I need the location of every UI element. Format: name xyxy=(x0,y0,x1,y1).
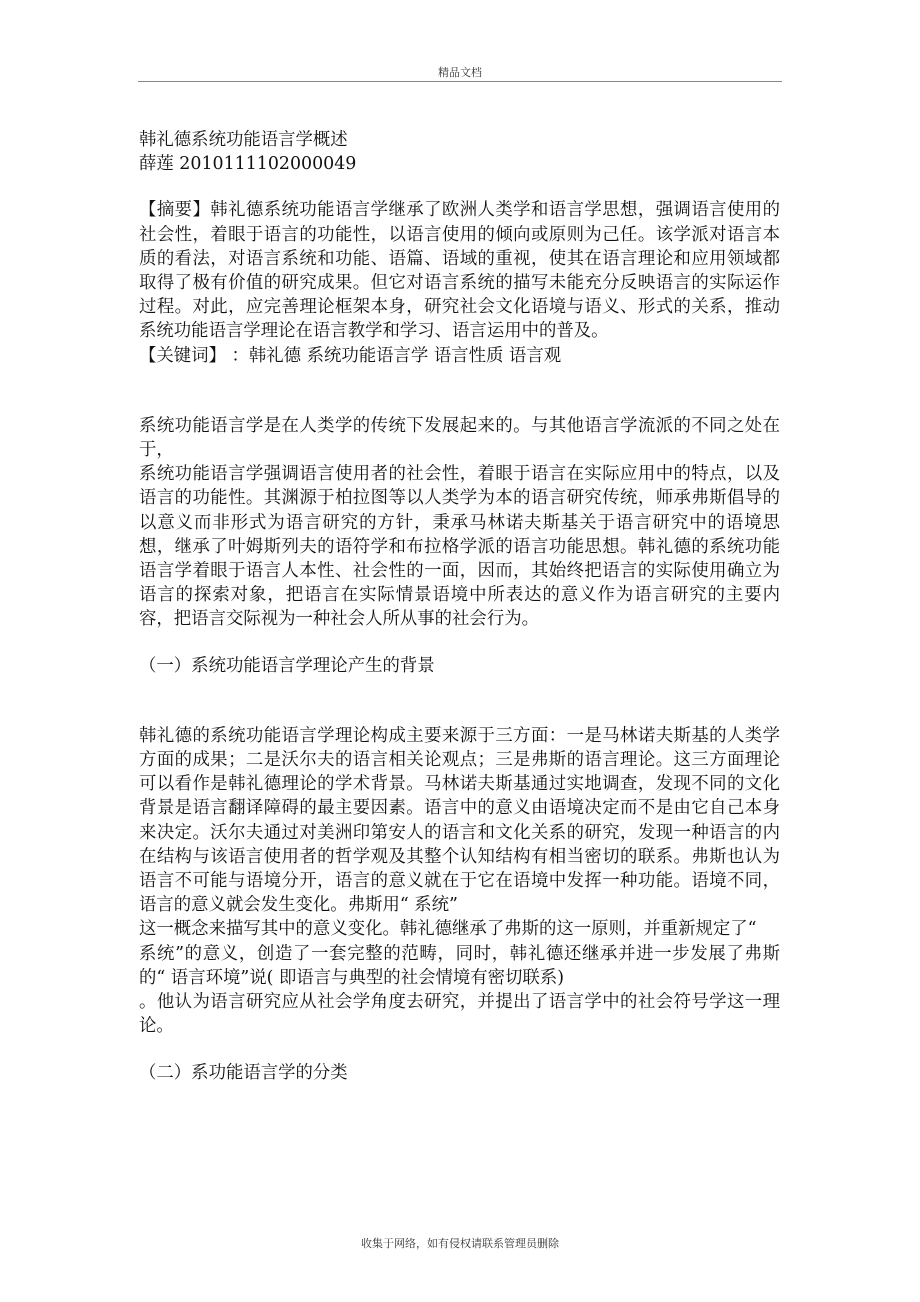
spacer xyxy=(139,632,780,654)
intro-line: 系统功能语言学是在人类学的传统下发展起来的。与其他语言学流派的不同之处在于， xyxy=(139,415,780,461)
intro-paragraph: 系统功能语言学强调语言使用者的社会性，着眼于语言在实际应用中的特点，以及语言的功能性。其渊源于柏拉图等以人类学为本的语言研究传统，师承弗斯倡导的以意义而非形式为语言研究的方针，秉承马林诺夫斯基关于语言研究中的语境思想，继承了叶姆斯列夫的语符学和布拉格学派的语言功能思想。韩礼德的系统功能语言学着眼于语言人本性、社会性的一面，因而，其始终把语言的实际使用确立为语言的探索对象，把语言在实际情景语境中所表达的意义作为语言研究的主要内容，把语言交际视为一种社会人所从事的社会行为。 xyxy=(139,464,780,630)
header-divider xyxy=(138,81,782,82)
section1-paragraph-cont: 这一概念来描写其中的意义变化。韩礼德继承了弗斯的这一原则，并重新规定了“ xyxy=(139,919,757,940)
section1-paragraph-cont: 系统”的意义，创造了一套完整的范畴，同时，韩礼德还继承并进一步发展了弗斯的“ 语言环境”说( 即语言与典型的社会情境有密切联系) xyxy=(139,943,780,988)
author-line: 薛莲 2010111102000049 xyxy=(139,154,357,175)
document-body xyxy=(139,128,780,1085)
page-header: 精品文档 xyxy=(438,66,482,79)
spacer xyxy=(139,678,780,724)
page-footer: 收集于网络，如有侵权请联系管理员删除 xyxy=(361,1237,559,1250)
section1-paragraph-cont: 。他认为语言研究应从社会学角度去研究，并提出了语言学中的社会符号学这一理论。 xyxy=(139,992,780,1037)
document-title: 韩礼德系统功能语言学概述 xyxy=(139,130,348,150)
section-heading-2: （二）系功能语言学的分类 xyxy=(139,1062,348,1083)
section-heading-1: （一）系统功能语言学理论产生的背景 xyxy=(139,655,435,676)
abstract-paragraph: 【摘要】韩礼德系统功能语言学继承了欧洲人类学和语言学思想，强调语言使用的社会性，着眼于语言的功能性，以语言使用的倾向或原则为己任。该学派对语言本质的看法，对语言系统和功能、语篇、语域的重视，使其在语言理论和应用领域都取得了极有价值的研究成果。但它对语言系统的描写未能充分反映语言的实际运作过程。对此，应完善理论框架本身，研究社会文化语境与语义、形式的关系，推动系统功能语言学理论在语言教学和学习、语言运用中的普及。 xyxy=(139,200,780,342)
spacer xyxy=(139,1039,780,1061)
spacer xyxy=(139,368,780,414)
keywords-line: 【关键词】 ：韩礼德 系统功能语言学 语言性质 语言观 xyxy=(139,345,562,366)
section1-paragraph: 韩礼德的系统功能语言学理论构成主要来源于三方面：一是马林诺夫斯基的人类学方面的成果；二是沃尔夫的语言相关论观点；三是弗斯的语言理论。这三方面理论可以看作是韩礼德理论的学术背景。马林诺夫斯基通过实地调查，发现不同的文化背景是语言翻译障碍的最主要因素。语言中的意义由语境决定而不是由它自己本身来决定。沃尔夫通过对美洲印第安人的语言和文化关系的研究，发现一种语言的内在结构与该语言使用者的哲学观及其整个认知结构有相当密切的联系。弗斯也认为语言不可能与语境分开，语言的意义就在于它在语境中发挥一种功能。语境不同，语言的意义就会发生变化。弗斯用“ 系统” xyxy=(139,725,780,916)
